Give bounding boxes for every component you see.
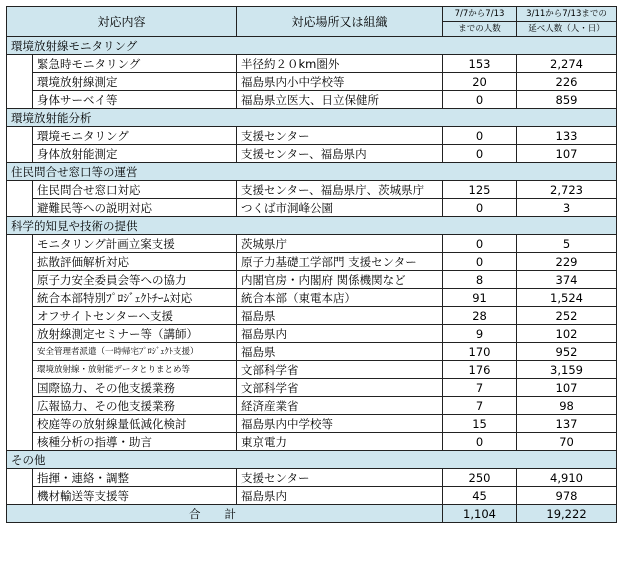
row-total: 5 (517, 235, 617, 253)
row-org: 半径約２０km圏外 (237, 55, 443, 73)
row-week: 20 (443, 73, 517, 91)
row-week: 91 (443, 289, 517, 307)
table-row (7, 145, 617, 163)
header-week-bottom: までの人数 (443, 22, 517, 37)
row-org: 茨城県庁 (237, 235, 443, 253)
category-row (7, 451, 617, 469)
row-week: 170 (443, 343, 517, 361)
row-total: 229 (517, 253, 617, 271)
row-indent (7, 181, 33, 199)
row-week: 0 (443, 127, 517, 145)
row-total: 374 (517, 271, 617, 289)
row-indent (7, 325, 33, 343)
row-total: 102 (517, 325, 617, 343)
row-org: 原子力基礎工学部門 支援センター (237, 253, 443, 271)
total-week: 1,104 (443, 505, 517, 523)
row-indent (7, 343, 33, 361)
row-item: 安全管理者派遣（一時帰宅ﾌﾟﾛｼﾞｪｸﾄ支援） (33, 343, 237, 361)
header-total-top: 3/11から7/13までの (517, 7, 617, 22)
row-week: 28 (443, 307, 517, 325)
row-total: 2,274 (517, 55, 617, 73)
category-row (7, 217, 617, 235)
row-org: 経済産業省 (237, 397, 443, 415)
category-name: 住民問合せ窓口等の運営 (7, 163, 617, 181)
table-row (7, 127, 617, 145)
row-indent (7, 199, 33, 217)
table-row (7, 487, 617, 505)
total-row (7, 505, 617, 523)
row-total: 4,910 (517, 469, 617, 487)
row-total: 133 (517, 127, 617, 145)
row-total: 1,524 (517, 289, 617, 307)
row-org: 福島県 (237, 343, 443, 361)
row-indent (7, 487, 33, 505)
row-week: 176 (443, 361, 517, 379)
category-name: 環境放射線モニタリング (7, 37, 617, 55)
row-org: 福島県内 (237, 325, 443, 343)
row-item: 国際協力、その他支援業務 (33, 379, 237, 397)
row-item: 住民問合せ窓口対応 (33, 181, 237, 199)
category-row (7, 109, 617, 127)
row-item: 環境放射線測定 (33, 73, 237, 91)
row-indent (7, 55, 33, 73)
row-org: 文部科学省 (237, 361, 443, 379)
row-org: 福島県内中学校等 (237, 415, 443, 433)
row-org: 東京電力 (237, 433, 443, 451)
category-name: その他 (7, 451, 617, 469)
row-total: 137 (517, 415, 617, 433)
table-row (7, 199, 617, 217)
row-week: 0 (443, 145, 517, 163)
row-item: 緊急時モニタリング (33, 55, 237, 73)
category-name: 科学的知見や技術の提供 (7, 217, 617, 235)
row-org: 支援センター (237, 469, 443, 487)
header-row-top (7, 7, 617, 22)
response-table (6, 6, 617, 523)
total-label: 合計 (7, 505, 443, 523)
table-row (7, 55, 617, 73)
row-org: 福島県内 (237, 487, 443, 505)
row-week: 9 (443, 325, 517, 343)
table-row (7, 343, 617, 361)
row-item: 放射線測定セミナー等（講師） (33, 325, 237, 343)
row-total: 252 (517, 307, 617, 325)
row-item: 機材輸送等支援等 (33, 487, 237, 505)
table-row (7, 181, 617, 199)
row-total: 978 (517, 487, 617, 505)
table-row (7, 307, 617, 325)
table-row (7, 289, 617, 307)
row-org: 支援センター、福島県内 (237, 145, 443, 163)
row-indent (7, 271, 33, 289)
row-total: 107 (517, 379, 617, 397)
table-row (7, 397, 617, 415)
row-item: 避難民等への説明対応 (33, 199, 237, 217)
row-indent (7, 289, 33, 307)
header-week-top: 7/7から7/13 (443, 7, 517, 22)
row-week: 7 (443, 397, 517, 415)
row-week: 0 (443, 199, 517, 217)
row-total: 2,723 (517, 181, 617, 199)
row-week: 45 (443, 487, 517, 505)
table-row (7, 469, 617, 487)
row-item: 拡散評価解析対応 (33, 253, 237, 271)
row-org: 統合本部（東電本店） (237, 289, 443, 307)
row-total: 98 (517, 397, 617, 415)
header-total-bottom: 延べ人数（人・日） (517, 22, 617, 37)
category-row (7, 163, 617, 181)
row-total: 3 (517, 199, 617, 217)
total-all: 19,222 (517, 505, 617, 523)
row-week: 0 (443, 433, 517, 451)
row-org: 福島県立医大、日立保健所 (237, 91, 443, 109)
row-total: 107 (517, 145, 617, 163)
row-indent (7, 397, 33, 415)
row-week: 15 (443, 415, 517, 433)
row-indent (7, 253, 33, 271)
row-indent (7, 145, 33, 163)
row-item: 身体放射能測定 (33, 145, 237, 163)
row-total: 70 (517, 433, 617, 451)
row-indent (7, 127, 33, 145)
row-org: 支援センター、福島県庁、茨城県庁 (237, 181, 443, 199)
row-org: 文部科学省 (237, 379, 443, 397)
row-indent (7, 235, 33, 253)
row-week: 125 (443, 181, 517, 199)
row-item: 広報協力、その他支援業務 (33, 397, 237, 415)
row-item: モニタリング計画立案支援 (33, 235, 237, 253)
row-week: 8 (443, 271, 517, 289)
table-row (7, 91, 617, 109)
row-org: 福島県内小中学校等 (237, 73, 443, 91)
category-name: 環境放射能分析 (7, 109, 617, 127)
row-week: 0 (443, 253, 517, 271)
table-row (7, 415, 617, 433)
row-item: 統合本部特別ﾌﾟﾛｼﾞｪｸﾄﾁｰﾑ対応 (33, 289, 237, 307)
table-row (7, 433, 617, 451)
row-week: 250 (443, 469, 517, 487)
row-indent (7, 433, 33, 451)
row-indent (7, 469, 33, 487)
table-row (7, 379, 617, 397)
row-week: 0 (443, 235, 517, 253)
row-item: 校庭等の放射線量低減化検討 (33, 415, 237, 433)
table-row (7, 325, 617, 343)
row-org: 内閣官房・内閣府 関係機関など (237, 271, 443, 289)
table-row (7, 73, 617, 91)
row-total: 952 (517, 343, 617, 361)
row-total: 859 (517, 91, 617, 109)
row-org: 福島県 (237, 307, 443, 325)
row-indent (7, 379, 33, 397)
row-item: オフサイトセンターへ支援 (33, 307, 237, 325)
table-row (7, 235, 617, 253)
row-org: つくば市洞峰公園 (237, 199, 443, 217)
row-total: 3,159 (517, 361, 617, 379)
table-row (7, 271, 617, 289)
row-week: 0 (443, 91, 517, 109)
row-indent (7, 307, 33, 325)
row-org: 支援センター (237, 127, 443, 145)
row-indent (7, 415, 33, 433)
table-row (7, 253, 617, 271)
row-item: 環境モニタリング (33, 127, 237, 145)
header-content: 対応内容 (7, 7, 237, 37)
row-total: 226 (517, 73, 617, 91)
row-item: 原子力安全委員会等への協力 (33, 271, 237, 289)
row-item: 身体サーベイ等 (33, 91, 237, 109)
row-item: 核種分析の指導・助言 (33, 433, 237, 451)
table-row (7, 361, 617, 379)
row-week: 153 (443, 55, 517, 73)
header-org: 対応場所又は組織 (237, 7, 443, 37)
row-item: 指揮・連絡・調整 (33, 469, 237, 487)
row-week: 7 (443, 379, 517, 397)
row-indent (7, 361, 33, 379)
row-indent (7, 73, 33, 91)
category-row (7, 37, 617, 55)
row-indent (7, 91, 33, 109)
row-item: 環境放射線・放射能データとりまとめ等 (33, 361, 237, 379)
